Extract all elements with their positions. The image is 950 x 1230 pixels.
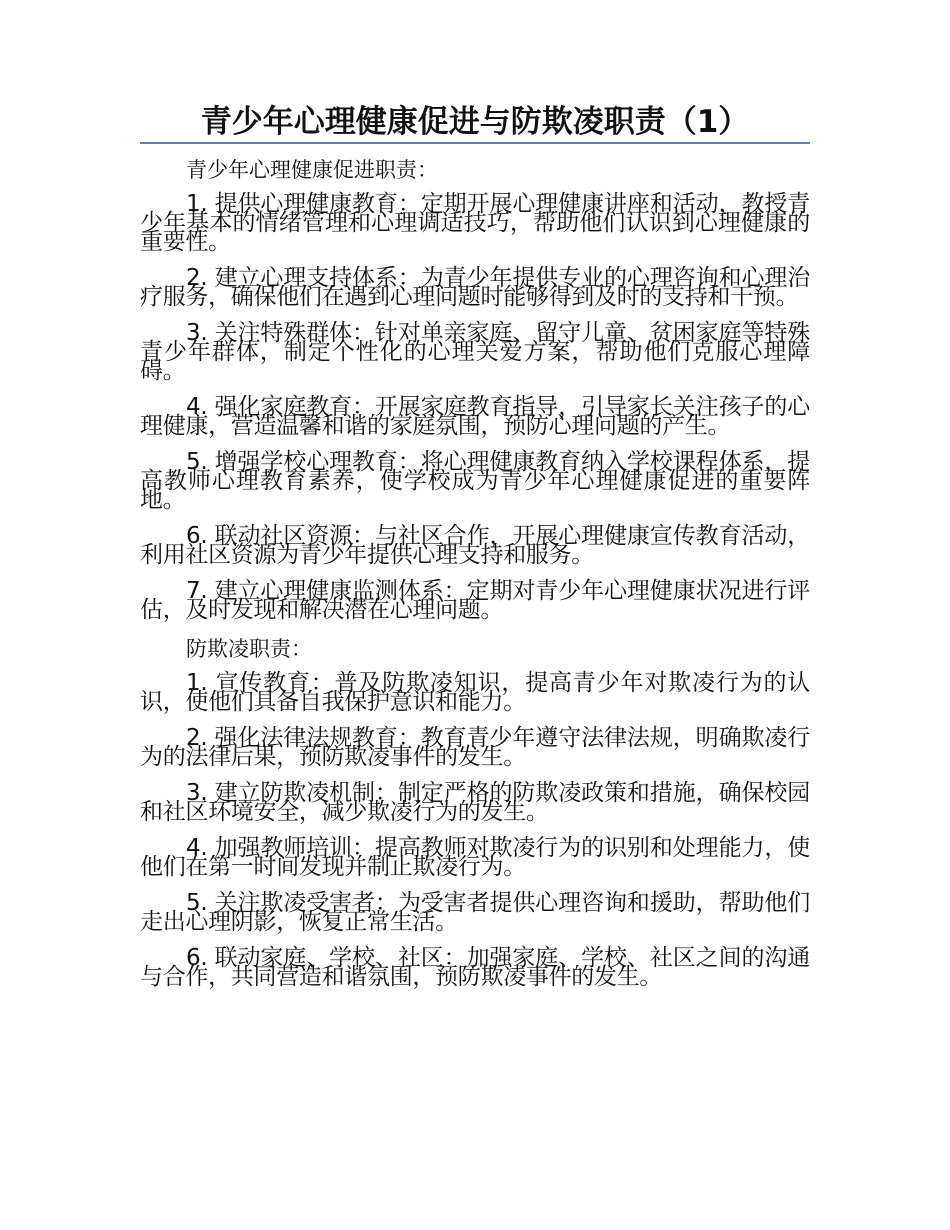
section-mental-health [140,158,810,623]
section-heading: 青少年心理健康促进职责： [186,158,438,182]
list-item: 6. 联动社区资源：与社区合作，开展心理健康宣传教育活动，利用社区资源为青少年提供心理支持和服务。 [140,523,810,568]
list-item: 2. 建立心理支持体系：为青少年提供专业的心理咨询和心理治疗服务，确保他们在遇到心理问题时能够得到及时的支持和干预。 [140,265,810,310]
list-item: 2. 强化法律法规教育：教育青少年遵守法律法规，明确欺凌行为的法律后果，预防欺凌事件的发生。 [140,725,810,770]
document-page [140,102,810,1004]
list-item: 5. 关注欺凌受害者：为受害者提供心理咨询和援助，帮助他们走出心理阴影，恢复正常生活。 [140,890,810,935]
document-title: 青少年心理健康促进与防欺凌职责（1） [200,104,750,140]
section-heading: 防欺凌职责： [186,637,312,661]
list-item: 6. 联动家庭、学校、社区：加强家庭、学校、社区之间的沟通与合作，共同营造和谐氛围，预防欺凌事件的发生。 [140,945,810,990]
list-item: 7. 建立心理健康监测体系：定期对青少年心理健康状况进行评估，及时发现和解决潜在心理问题。 [140,578,810,623]
list-item: 4. 强化家庭教育：开展家庭教育指导，引导家长关注孩子的心理健康，营造温馨和谐的家庭氛围，预防心理问题的产生。 [140,394,810,439]
title-underline [140,142,810,144]
list-item: 4. 加强教师培训：提高教师对欺凌行为的识别和处理能力，使他们在第一时间发现并制止欺凌行为。 [140,835,810,880]
section-anti-bullying [140,637,810,990]
list-item: 5. 增强学校心理教育：将心理健康教育纳入学校课程体系，提高教师心理教育素养，使学校成为青少年心理健康促进的重要阵地。 [140,449,810,513]
list-item: 3. 建立防欺凌机制：制定严格的防欺凌政策和措施，确保校园和社区环境安全，减少欺凌行为的发生。 [140,780,810,825]
list-item: 3. 关注特殊群体：针对单亲家庭、留守儿童、贫困家庭等特殊青少年群体，制定个性化的心理关爱方案，帮助他们克服心理障碍。 [140,320,810,384]
list-item: 1. 宣传教育：普及防欺凌知识，提高青少年对欺凌行为的认识，使他们具备自我保护意识和能力。 [140,670,810,715]
list-item: 1. 提供心理健康教育：定期开展心理健康讲座和活动，教授青少年基本的情绪管理和心理调适技巧，帮助他们认识到心理健康的重要性。 [140,191,810,255]
